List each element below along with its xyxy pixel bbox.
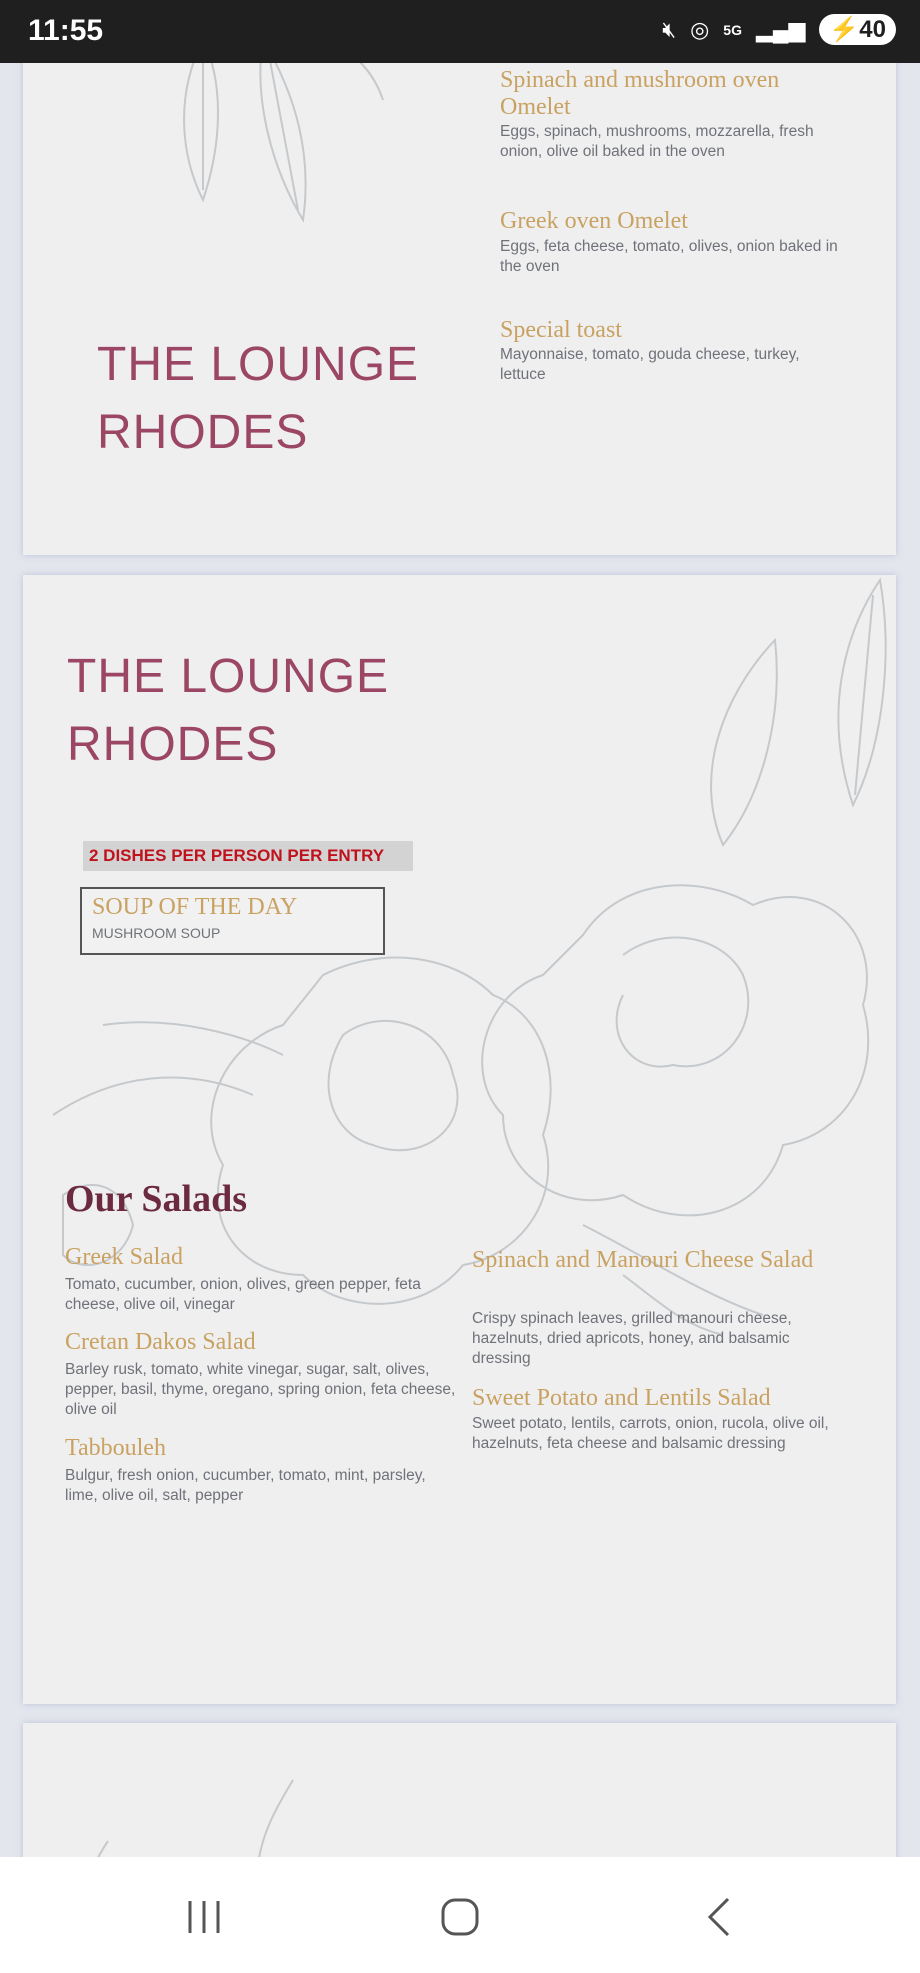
item-desc: Crispy spinach leaves, grilled manouri cheese, hazelnuts, dried apricots, honey, and balsamic dressing — [472, 1310, 792, 1367]
network-type: 5G — [723, 21, 742, 38]
hotspot-icon: ◎ — [690, 16, 710, 42]
section-title: Our Salads — [65, 1178, 247, 1220]
home-button[interactable] — [440, 1897, 480, 1937]
item-desc: Mayonnaise, tomato, gouda cheese, turkey, lettuce — [500, 346, 800, 383]
soup-value: MUSHROOM SOUP — [92, 925, 221, 941]
status-bar — [0, 0, 920, 63]
item-name-partial: Spinach and mushroom oven — [500, 67, 780, 93]
battery-level: 40 — [859, 16, 886, 43]
brand-title: THE LOUNGE — [97, 338, 420, 391]
item-name: Special toast — [500, 317, 622, 343]
navigation-bar — [0, 1857, 920, 1973]
menu-page-1 — [23, 20, 896, 555]
recent-apps-button[interactable] — [184, 1899, 224, 1935]
item-desc: Eggs, spinach, mushrooms, mozzarella, fresh onion, olive oil baked in the oven — [500, 123, 814, 160]
item-desc: Sweet potato, lentils, carrots, onion, rucola, olive oil, hazelnuts, feta cheese and balsamic dressing — [472, 1415, 829, 1452]
item-name: Tabbouleh — [65, 1435, 166, 1461]
battery-indicator: ⚡40 — [819, 14, 896, 45]
item-desc: Eggs, feta cheese, tomato, olives, onion baked in the oven — [500, 238, 838, 275]
soup-box — [80, 887, 385, 955]
brand-title: RHODES — [97, 406, 309, 459]
leaf-illustration — [53, 1723, 353, 1863]
soup-title: SOUP OF THE DAY — [92, 894, 298, 920]
notice-badge: 2 DISHES PER PERSON PER ENTRY — [83, 841, 413, 871]
item-name: Spinach and Manouri Cheese Salad — [472, 1247, 814, 1273]
brand-title: THE LOUNGE — [67, 650, 390, 703]
item-desc: Bulgur, fresh onion, cucumber, tomato, mint, parsley, lime, olive oil, salt, pepper — [65, 1467, 426, 1504]
brand-title: RHODES — [67, 718, 279, 771]
menu-page-2 — [23, 575, 896, 1704]
item-name: Greek oven Omelet — [500, 208, 688, 234]
back-button[interactable] — [704, 1897, 734, 1937]
item-name: Sweet Potato and Lentils Salad — [472, 1385, 771, 1411]
signal-icon: ▂▄▆ — [755, 16, 806, 42]
mute-icon: 🔇︎ — [662, 16, 677, 42]
item-name: Omelet — [500, 94, 571, 120]
item-desc: Barley rusk, tomato, white vinegar, sugar, salt, olives, pepper, basil, thyme, oregano, spring onion, feta cheese, olive oil — [65, 1361, 456, 1418]
item-desc: Tomato, cucumber, onion, olives, green pepper, feta cheese, olive oil, vinegar — [65, 1276, 421, 1313]
item-name: Cretan Dakos Salad — [65, 1329, 256, 1355]
status-time: 11:55 — [28, 14, 104, 47]
item-name: Greek Salad — [65, 1244, 183, 1270]
